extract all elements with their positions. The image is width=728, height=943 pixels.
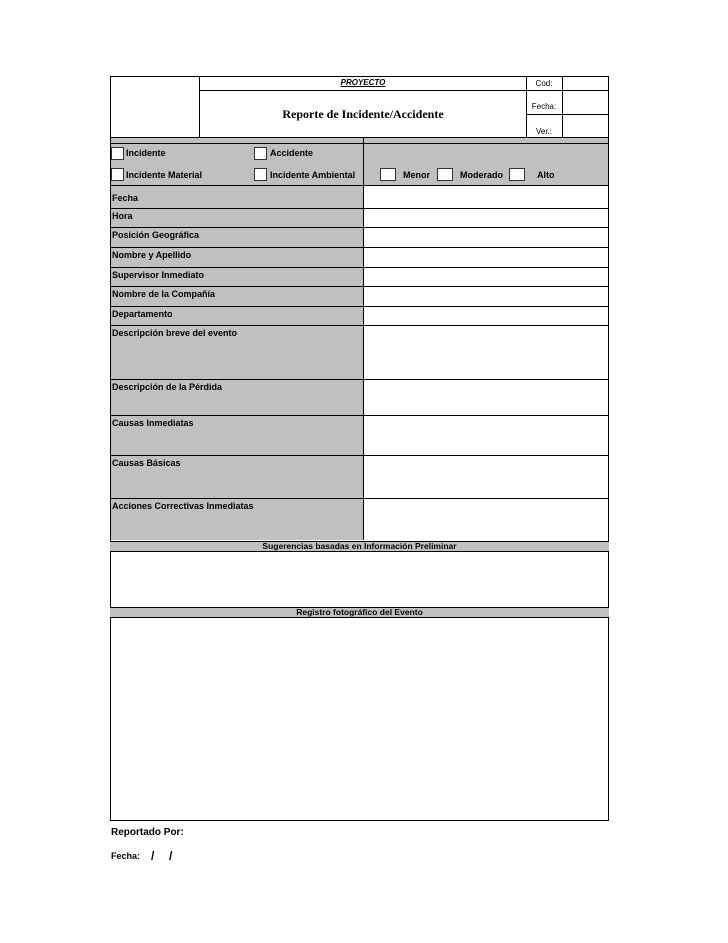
fecha-row-label: Fecha [112, 193, 139, 203]
causas-inmediatas-row-label: Causas Inmediatas [112, 418, 194, 428]
supervisor-input[interactable] [364, 268, 608, 286]
causas-basicas-row-label: Causas Básicas [112, 458, 181, 468]
supervisor-row-label: Supervisor Inmediato [112, 270, 205, 280]
descripcion-evento-input[interactable] [364, 326, 608, 379]
descripcion-perdida-row-label: Descripción de la Pérdida [112, 382, 223, 392]
ver-label: Ver.: [535, 127, 552, 136]
date-slash-1: / [151, 849, 155, 863]
incidente-material-checkbox[interactable] [111, 168, 124, 181]
causas-inmediatas-input[interactable] [364, 416, 608, 455]
fecha-input[interactable] [364, 186, 608, 208]
departamento-input[interactable] [364, 307, 608, 325]
menor-checkbox[interactable] [380, 168, 396, 181]
registro-photo-area[interactable] [111, 618, 608, 820]
descripcion-evento-row-label: Descripción breve del evento [112, 328, 238, 338]
project-label: PROYECTO [340, 78, 386, 87]
sugerencias-header: Sugerencias basadas en Información Preliminar [110, 541, 609, 552]
acciones-input[interactable] [364, 499, 608, 540]
menor-label: Menor [403, 170, 430, 180]
cod-field[interactable] [563, 77, 608, 90]
compania-input[interactable] [364, 287, 608, 306]
page-title: Reporte de Incidente/Accidente [282, 107, 444, 121]
posicion-input[interactable] [364, 228, 608, 247]
causas-basicas-input[interactable] [364, 456, 608, 498]
moderado-label: Moderado [460, 170, 504, 180]
moderado-checkbox[interactable] [437, 168, 453, 181]
cod-label: Cod: [535, 79, 553, 88]
ver-field[interactable] [563, 115, 608, 137]
registro-header: Registro fotográfico del Evento [110, 607, 609, 618]
hora-row-label: Hora [112, 211, 133, 221]
nombre-row-label: Nombre y Apellido [112, 250, 192, 260]
alto-label: Alto [537, 170, 555, 180]
incidente-ambiental-label: Incidente Ambiental [270, 170, 356, 180]
acciones-row-label: Acciones Correctivas Inmediatas [112, 501, 254, 511]
departamento-row-label: Departamento [112, 309, 173, 319]
accidente-label: Accidente [270, 148, 314, 158]
fecha-header-label: Fecha: [531, 102, 557, 111]
logo-area [111, 77, 199, 137]
incidente-label: Incidente [126, 148, 166, 158]
alto-checkbox[interactable] [509, 168, 525, 181]
posicion-row-label: Posición Geográfica [112, 230, 200, 240]
footer-fecha-label: Fecha: [111, 851, 141, 861]
descripcion-perdida-input[interactable] [364, 380, 608, 415]
incidente-material-label: Incidente Material [126, 170, 203, 180]
nombre-input[interactable] [364, 248, 608, 267]
incidente-ambiental-checkbox[interactable] [254, 168, 267, 181]
hora-input[interactable] [364, 209, 608, 227]
incidente-checkbox[interactable] [111, 147, 124, 160]
date-slash-2: / [169, 849, 173, 863]
compania-row-label: Nombre de la Compañía [112, 289, 216, 299]
reportado-label: Reportado Por: [111, 827, 184, 838]
fecha-header-field[interactable] [563, 91, 608, 114]
sugerencias-area[interactable] [111, 552, 608, 607]
accidente-checkbox[interactable] [254, 147, 267, 160]
